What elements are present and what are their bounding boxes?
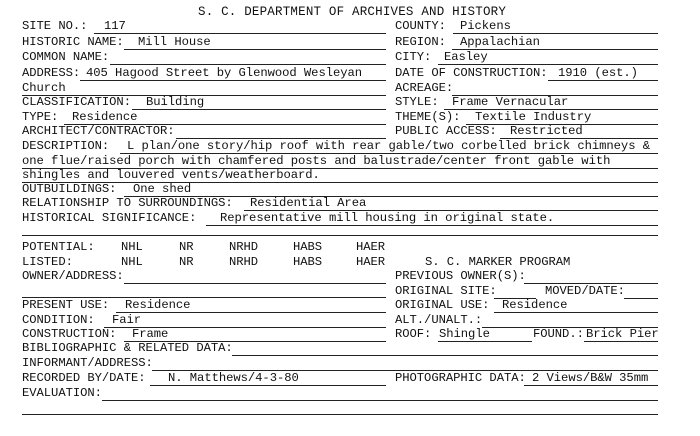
type-value: Residence [72, 110, 138, 124]
style-label: STYLE: [395, 95, 439, 109]
alt-label: ALT./UNALT.: [395, 313, 483, 327]
classification-value: Building [146, 95, 205, 109]
condition-label: CONDITION: [22, 313, 95, 327]
historic-name-label: HISTORIC NAME: [22, 35, 124, 49]
listed-label: LISTED: [22, 255, 73, 269]
potential-nr: NR [179, 240, 194, 254]
photo-value: 2 Views/B&W 35mm [532, 371, 649, 385]
type-label: TYPE: [22, 110, 59, 124]
moved-date-line [624, 298, 658, 299]
date-line [548, 80, 658, 81]
present-use-value: Residence [125, 298, 191, 312]
owner-label: OWNER/ADDRESS: [22, 269, 124, 283]
relationship-value: Residential Area [250, 196, 367, 210]
significance-value: Representative mill housing in original state. [220, 211, 555, 225]
listed-nrhd: NRHD [229, 255, 259, 269]
common-name-line [110, 64, 386, 65]
relationship-label: RELATIONSHIP TO SURROUNDINGS: [22, 196, 233, 210]
foundation-label: FOUND.: [533, 327, 584, 341]
date-value: 1910 (est.) [558, 66, 638, 80]
region-label: REGION: [395, 35, 446, 49]
address-value-cont: Church [22, 81, 66, 95]
county-value: Pickens [460, 19, 511, 33]
listed-haer: HAER [356, 255, 386, 269]
significance-line [206, 225, 658, 226]
condition-value: Fair [112, 313, 142, 327]
city-label: CITY: [395, 50, 432, 64]
architect-label: ARCHITECT/CONTRACTOR: [22, 124, 175, 138]
photo-label: PHOTOGRAPHIC DATA: [395, 371, 526, 385]
site-no-value: 117 [104, 19, 126, 33]
potential-label: POTENTIAL: [22, 240, 95, 254]
access-value: Restricted [510, 124, 583, 138]
owner-line [124, 283, 386, 284]
photo-line [524, 385, 658, 386]
themes-label: THEME(S): [395, 110, 461, 124]
description-rule-3 [22, 182, 658, 183]
original-use-value: Residence [502, 298, 568, 312]
listed-habs: HABS [293, 255, 323, 269]
style-value: Frame Vernacular [452, 95, 569, 109]
city-value: Easley [444, 50, 488, 64]
county-label: COUNTY: [395, 19, 446, 33]
moved-date-label: MOVED/DATE: [545, 284, 625, 298]
foundation-line [584, 341, 658, 342]
access-label: PUBLIC ACCESS: [395, 124, 497, 138]
address-label: ADDRESS: [22, 66, 81, 80]
outbuildings-value: One shed [133, 182, 192, 196]
significance-label: HISTORICAL SIGNIFICANCE: [22, 211, 197, 225]
city-line [438, 64, 658, 65]
significance-line-2 [22, 235, 658, 236]
marker-program-title: S. C. MARKER PROGRAM [425, 255, 571, 269]
present-use-label: PRESENT USE: [22, 298, 110, 312]
potential-nhl: NHL [121, 240, 143, 254]
roof-line [438, 341, 532, 342]
recorded-value: N. Matthews/4-3-80 [168, 371, 299, 385]
potential-habs: HABS [293, 240, 323, 254]
original-use-line [494, 312, 658, 313]
evaluation-line-2 [22, 414, 658, 415]
evaluation-line [102, 400, 658, 401]
roof-label: ROOF: [395, 327, 432, 341]
potential-haer: HAER [356, 240, 386, 254]
bibliographic-label: BIBLIOGRAPHIC & RELATED DATA: [22, 341, 233, 355]
description-line-2: one flue/raised porch with chamfered posts and balustrade/center front gable with [22, 154, 611, 168]
description-line-1: L plan/one story/hip roof with rear gable/two corbelled brick chimneys & [127, 139, 650, 153]
previous-owner-label: PREVIOUS OWNER(S): [395, 269, 526, 283]
evaluation-label: EVALUATION: [22, 386, 102, 400]
form-title: S. C. DEPARTMENT OF ARCHIVES AND HISTORY [198, 5, 507, 19]
themes-value: Textile Industry [475, 110, 592, 124]
listed-nhl: NHL [121, 255, 143, 269]
construction-label: CONSTRUCTION: [22, 327, 117, 341]
classification-label: CLASSIFICATION: [22, 95, 131, 109]
common-name-label: COMMON NAME: [22, 50, 110, 64]
county-line [453, 33, 658, 34]
classification-line [132, 109, 386, 110]
recorded-line [150, 385, 386, 386]
description-label: DESCRIPTION: [22, 139, 110, 153]
site-no-label: SITE NO.: [22, 19, 88, 33]
region-value: Appalachian [460, 35, 540, 49]
address-line [80, 80, 386, 81]
original-site-label: ORIGINAL SITE: [395, 284, 497, 298]
original-use-label: ORIGINAL USE: [395, 298, 490, 312]
present-use-line [116, 312, 386, 313]
listed-nr: NR [179, 255, 194, 269]
construction-value: Frame [132, 327, 169, 341]
recorded-label: RECORDED BY/DATE: [22, 371, 146, 385]
bibliographic-line [232, 355, 658, 356]
roof-value: Shingle [439, 327, 490, 341]
historic-name-line [124, 49, 386, 50]
outbuildings-label: OUTBUILDINGS: [22, 182, 117, 196]
description-line-3: shingles and louvered vents/weatherboard. [22, 168, 320, 182]
potential-nrhd: NRHD [229, 240, 259, 254]
site-no-line [94, 33, 386, 34]
acreage-label: ACREAGE: [395, 81, 454, 95]
historic-name-value: Mill House [138, 35, 211, 49]
foundation-value: Brick Pier [586, 327, 659, 341]
address-value: 405 Hagood Street by Glenwood Wesleyan [86, 66, 363, 80]
date-label: DATE OF CONSTRUCTION: [395, 66, 548, 80]
informant-label: INFORMANT/ADDRESS: [22, 356, 153, 370]
